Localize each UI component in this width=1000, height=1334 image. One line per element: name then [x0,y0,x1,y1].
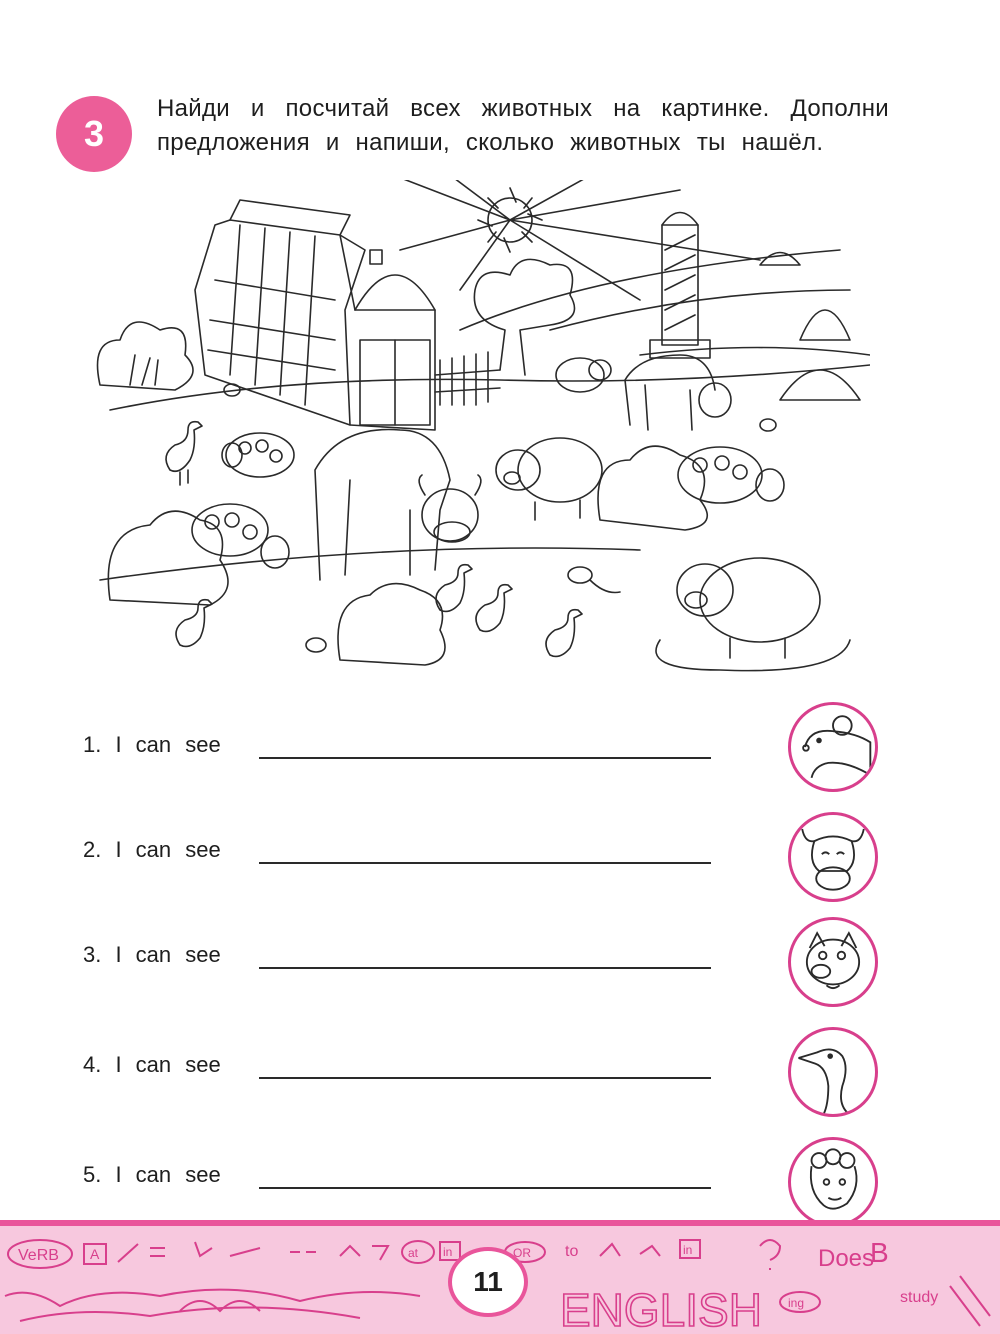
answer-line[interactable] [259,1077,711,1079]
sentence-label: 3. I can see [83,942,221,967]
cow-icon [315,430,481,581]
sentence-row-5 [83,1158,723,1198]
doodle-word: VeRB [18,1247,59,1264]
answer-line[interactable] [259,1187,711,1189]
sentence-row-2 [83,833,723,873]
instruction-line-2: предложения и напиши, сколько животных ты нашёл. [157,129,824,156]
doodle-word: at [408,1246,419,1260]
doodle-word: ing [788,1296,805,1310]
farm-illustration [80,180,870,680]
doodle-word: study [900,1289,939,1306]
doodle-word: A [90,1246,100,1262]
sun-icon [380,180,760,300]
answer-line[interactable] [259,757,711,759]
page-number: 11 [448,1247,528,1317]
pig-hint [788,917,878,1007]
task-instructions [157,92,889,160]
doodle-word: B [870,1237,889,1268]
sentence-row-3 [83,938,723,978]
mouse-hint [788,702,878,792]
task-number-badge: 3 [56,96,132,172]
mouse-icon [568,567,620,593]
cow-hint [788,812,878,902]
doodle-word: in [683,1243,693,1257]
sheep-icon [791,1140,875,1224]
answer-line[interactable] [259,862,711,864]
pig-icon [791,920,875,1004]
cow-icon [791,815,875,899]
goose-icon [166,422,202,485]
sheep-icon [222,433,294,477]
pig-icon [496,438,602,520]
doodle-word: Does [818,1245,875,1272]
doodle-word: to [565,1243,579,1260]
sentence-row-1 [83,728,723,768]
answer-line[interactable] [259,967,711,969]
bush-icon [98,322,194,390]
instruction-line-1: Найди и посчитай всех животных на картинке. Дополни [157,95,889,122]
sentence-label: 4. I can see [83,1052,221,1077]
sentence-label: 2. I can see [83,837,221,862]
sentence-label: 1. I can see [83,732,221,757]
sheep-hint [788,1137,878,1227]
sentence-label: 5. I can see [83,1162,221,1187]
goose-hint [788,1027,878,1117]
mouse-icon [791,705,875,789]
doodle-word: in [443,1245,453,1259]
doodle-word: OR [513,1246,531,1260]
sentence-row-4 [83,1048,723,1088]
doodle-word: ENGLISH [560,1284,762,1328]
goose-icon [791,1030,875,1114]
